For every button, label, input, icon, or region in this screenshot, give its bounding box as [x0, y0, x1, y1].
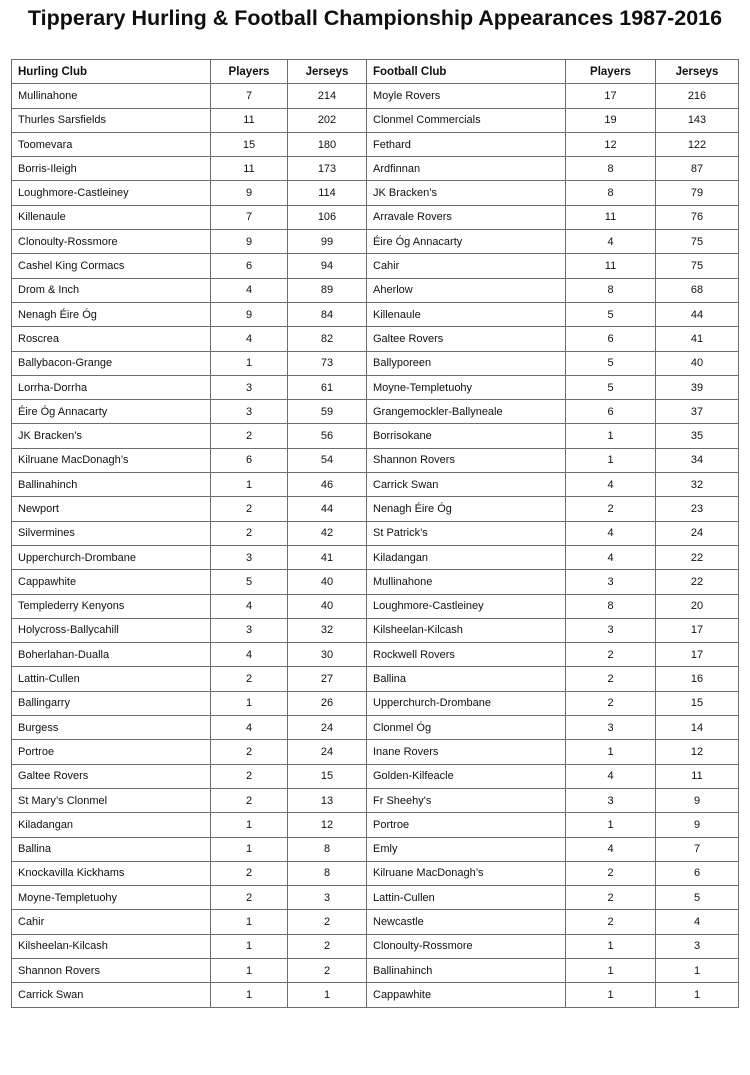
football-club-cell: Moyle Rovers — [367, 84, 566, 108]
football-jerseys-cell: 7 — [656, 837, 739, 861]
hurling-players-cell: 1 — [211, 691, 288, 715]
hurling-players-cell: 2 — [211, 521, 288, 545]
hurling-jerseys-cell: 173 — [288, 157, 367, 181]
hurling-players-cell: 2 — [211, 667, 288, 691]
table-row — [12, 594, 739, 618]
table-row — [12, 351, 739, 375]
football-club-cell: Kiladangan — [367, 545, 566, 569]
football-players-cell: 4 — [566, 230, 656, 254]
football-club-cell: Kilruane MacDonagh’s — [367, 861, 566, 885]
football-club-cell: Clonoulty-Rossmore — [367, 934, 566, 958]
football-jerseys-cell: 3 — [656, 934, 739, 958]
hurling-jerseys-cell: 54 — [288, 448, 367, 472]
table-row — [12, 302, 739, 326]
table-row — [12, 230, 739, 254]
table-row — [12, 958, 739, 982]
football-players-cell: 11 — [566, 205, 656, 229]
football-jerseys-cell: 23 — [656, 497, 739, 521]
football-players-cell: 3 — [566, 716, 656, 740]
football-club-cell: Shannon Rovers — [367, 448, 566, 472]
hurling-jerseys-cell: 106 — [288, 205, 367, 229]
hurling-club-cell: Nenagh Éire Óg — [12, 302, 211, 326]
table-row — [12, 716, 739, 740]
football-club-cell: Grangemockler-Ballyneale — [367, 400, 566, 424]
football-jerseys-cell: 122 — [656, 132, 739, 156]
football-jerseys-cell: 11 — [656, 764, 739, 788]
hurling-jerseys-cell: 2 — [288, 934, 367, 958]
football-players-cell: 2 — [566, 643, 656, 667]
football-players-cell: 4 — [566, 521, 656, 545]
football-players-cell: 1 — [566, 958, 656, 982]
hurling-jerseys-cell: 8 — [288, 837, 367, 861]
football-jerseys-cell: 6 — [656, 861, 739, 885]
hurling-players-cell: 7 — [211, 84, 288, 108]
football-jerseys-cell: 5 — [656, 886, 739, 910]
hurling-players-cell: 2 — [211, 886, 288, 910]
hurling-jerseys-cell: 12 — [288, 813, 367, 837]
football-club-cell: St Patrick’s — [367, 521, 566, 545]
hurling-club-cell: Ballina — [12, 837, 211, 861]
hurling-players-cell: 2 — [211, 788, 288, 812]
football-players-cell: 1 — [566, 424, 656, 448]
football-club-cell: Borrisokane — [367, 424, 566, 448]
hurling-players-cell: 2 — [211, 424, 288, 448]
hurling-club-cell: Mullinahone — [12, 84, 211, 108]
football-players-cell: 3 — [566, 570, 656, 594]
hurling-jerseys-cell: 73 — [288, 351, 367, 375]
hurling-players-cell: 4 — [211, 643, 288, 667]
hurling-club-cell: Killenaule — [12, 205, 211, 229]
table-row — [12, 618, 739, 642]
football-club-cell: Kilsheelan-Kilcash — [367, 618, 566, 642]
football-jerseys-cell: 1 — [656, 983, 739, 1007]
hurling-club-cell: Silvermines — [12, 521, 211, 545]
hurling-jerseys-cell: 214 — [288, 84, 367, 108]
page-title: Tipperary Hurling & Football Championship Appearances 1987-2016 — [27, 6, 723, 30]
hurling-players-cell: 6 — [211, 254, 288, 278]
football-club-cell: Clonmel Commercials — [367, 108, 566, 132]
table-row — [12, 327, 739, 351]
hurling-players-cell: 6 — [211, 448, 288, 472]
football-players-cell: 2 — [566, 497, 656, 521]
football-club-cell: Inane Rovers — [367, 740, 566, 764]
hurling-club-cell: Ballingarry — [12, 691, 211, 715]
football-club-cell: Ardfinnan — [367, 157, 566, 181]
hurling-players-cell: 1 — [211, 813, 288, 837]
football-club-cell: Killenaule — [367, 302, 566, 326]
hurling-players-cell: 3 — [211, 400, 288, 424]
football-club-cell: Rockwell Rovers — [367, 643, 566, 667]
hurling-players-cell: 4 — [211, 594, 288, 618]
football-jerseys-cell: 39 — [656, 375, 739, 399]
hurling-club-cell: Carrick Swan — [12, 983, 211, 1007]
football-players-cell: 3 — [566, 618, 656, 642]
hurling-players-cell: 2 — [211, 764, 288, 788]
hurling-club-cell: Borris-Ileigh — [12, 157, 211, 181]
table-row — [12, 740, 739, 764]
football-players-cell: 1 — [566, 448, 656, 472]
football-jerseys-cell: 76 — [656, 205, 739, 229]
football-jerseys-cell: 41 — [656, 327, 739, 351]
football-players-cell: 19 — [566, 108, 656, 132]
football-players-cell: 2 — [566, 667, 656, 691]
hurling-players-cell: 1 — [211, 837, 288, 861]
football-players-cell: 1 — [566, 813, 656, 837]
hurling-club-cell: Roscrea — [12, 327, 211, 351]
hurling-players-cell: 2 — [211, 497, 288, 521]
hurling-jerseys-cell: 99 — [288, 230, 367, 254]
hurling-club-cell: Ballinahinch — [12, 473, 211, 497]
football-club-cell: Fr Sheehy's — [367, 788, 566, 812]
hurling-players-cell: 4 — [211, 716, 288, 740]
table-row — [12, 473, 739, 497]
football-jerseys-cell: 68 — [656, 278, 739, 302]
hurling-jerseys-cell: 40 — [288, 594, 367, 618]
header-football-jerseys: Jerseys — [656, 60, 739, 84]
table-row — [12, 400, 739, 424]
hurling-club-cell: St Mary’s Clonmel — [12, 788, 211, 812]
hurling-club-cell: Portroe — [12, 740, 211, 764]
football-club-cell: Newcastle — [367, 910, 566, 934]
hurling-players-cell: 3 — [211, 545, 288, 569]
hurling-jerseys-cell: 84 — [288, 302, 367, 326]
table-row — [12, 205, 739, 229]
football-jerseys-cell: 14 — [656, 716, 739, 740]
football-club-cell: Upperchurch-Drombane — [367, 691, 566, 715]
table-row — [12, 375, 739, 399]
football-jerseys-cell: 24 — [656, 521, 739, 545]
hurling-jerseys-cell: 24 — [288, 716, 367, 740]
football-players-cell: 4 — [566, 764, 656, 788]
hurling-club-cell: Loughmore-Castleiney — [12, 181, 211, 205]
hurling-club-cell: Ballybacon-Grange — [12, 351, 211, 375]
football-jerseys-cell: 12 — [656, 740, 739, 764]
table-row — [12, 764, 739, 788]
table-row — [12, 788, 739, 812]
football-jerseys-cell: 87 — [656, 157, 739, 181]
football-jerseys-cell: 9 — [656, 813, 739, 837]
football-players-cell: 4 — [566, 473, 656, 497]
football-players-cell: 1 — [566, 934, 656, 958]
hurling-jerseys-cell: 8 — [288, 861, 367, 885]
hurling-club-cell: Lorrha-Dorrha — [12, 375, 211, 399]
football-club-cell: Ballyporeen — [367, 351, 566, 375]
football-club-cell: Golden-Kilfeacle — [367, 764, 566, 788]
football-jerseys-cell: 75 — [656, 230, 739, 254]
table-row — [12, 545, 739, 569]
football-club-cell: Cahir — [367, 254, 566, 278]
football-players-cell: 3 — [566, 788, 656, 812]
hurling-players-cell: 1 — [211, 910, 288, 934]
table-row — [12, 108, 739, 132]
hurling-jerseys-cell: 56 — [288, 424, 367, 448]
football-players-cell: 6 — [566, 400, 656, 424]
football-players-cell: 11 — [566, 254, 656, 278]
hurling-players-cell: 4 — [211, 327, 288, 351]
hurling-jerseys-cell: 82 — [288, 327, 367, 351]
football-players-cell: 4 — [566, 837, 656, 861]
football-club-cell: Emly — [367, 837, 566, 861]
hurling-players-cell: 9 — [211, 181, 288, 205]
football-jerseys-cell: 22 — [656, 570, 739, 594]
hurling-jerseys-cell: 202 — [288, 108, 367, 132]
football-club-cell: Ballinahinch — [367, 958, 566, 982]
hurling-jerseys-cell: 24 — [288, 740, 367, 764]
football-club-cell: Éire Óg Annacarty — [367, 230, 566, 254]
football-club-cell: Mullinahone — [367, 570, 566, 594]
hurling-jerseys-cell: 46 — [288, 473, 367, 497]
hurling-club-cell: JK Bracken’s — [12, 424, 211, 448]
hurling-players-cell: 11 — [211, 157, 288, 181]
football-players-cell: 8 — [566, 278, 656, 302]
hurling-club-cell: Shannon Rovers — [12, 958, 211, 982]
hurling-jerseys-cell: 41 — [288, 545, 367, 569]
header-football-players: Players — [566, 60, 656, 84]
hurling-players-cell: 2 — [211, 861, 288, 885]
hurling-players-cell: 3 — [211, 618, 288, 642]
hurling-club-cell: Templederry Kenyons — [12, 594, 211, 618]
football-jerseys-cell: 40 — [656, 351, 739, 375]
hurling-jerseys-cell: 32 — [288, 618, 367, 642]
hurling-club-cell: Galtee Rovers — [12, 764, 211, 788]
hurling-players-cell: 4 — [211, 278, 288, 302]
table-row — [12, 983, 739, 1007]
hurling-players-cell: 9 — [211, 230, 288, 254]
football-players-cell: 4 — [566, 545, 656, 569]
hurling-club-cell: Toomevara — [12, 132, 211, 156]
table-row — [12, 424, 739, 448]
hurling-jerseys-cell: 42 — [288, 521, 367, 545]
football-jerseys-cell: 75 — [656, 254, 739, 278]
table-row — [12, 910, 739, 934]
football-jerseys-cell: 17 — [656, 618, 739, 642]
hurling-jerseys-cell: 3 — [288, 886, 367, 910]
football-club-cell: Lattin-Cullen — [367, 886, 566, 910]
hurling-players-cell: 1 — [211, 983, 288, 1007]
table-row — [12, 521, 739, 545]
hurling-players-cell: 11 — [211, 108, 288, 132]
hurling-jerseys-cell: 2 — [288, 910, 367, 934]
football-players-cell: 1 — [566, 983, 656, 1007]
header-football-club: Football Club — [367, 60, 566, 84]
football-club-cell: Aherlow — [367, 278, 566, 302]
table-row — [12, 254, 739, 278]
football-players-cell: 5 — [566, 375, 656, 399]
header-hurling-jerseys: Jerseys — [288, 60, 367, 84]
football-jerseys-cell: 35 — [656, 424, 739, 448]
football-club-cell: Galtee Rovers — [367, 327, 566, 351]
hurling-jerseys-cell: 30 — [288, 643, 367, 667]
hurling-players-cell: 1 — [211, 351, 288, 375]
table-row — [12, 861, 739, 885]
hurling-club-cell: Knockavilla Kickhams — [12, 861, 211, 885]
hurling-club-cell: Clonoulty-Rossmore — [12, 230, 211, 254]
hurling-players-cell: 1 — [211, 934, 288, 958]
hurling-jerseys-cell: 27 — [288, 667, 367, 691]
football-jerseys-cell: 1 — [656, 958, 739, 982]
football-players-cell: 1 — [566, 740, 656, 764]
table-row — [12, 667, 739, 691]
table-row — [12, 813, 739, 837]
hurling-club-cell: Kiladangan — [12, 813, 211, 837]
football-club-cell: Ballina — [367, 667, 566, 691]
football-players-cell: 8 — [566, 157, 656, 181]
hurling-club-cell: Newport — [12, 497, 211, 521]
hurling-club-cell: Upperchurch-Drombane — [12, 545, 211, 569]
hurling-jerseys-cell: 180 — [288, 132, 367, 156]
hurling-club-cell: Cappawhite — [12, 570, 211, 594]
hurling-players-cell: 1 — [211, 473, 288, 497]
header-hurling-club: Hurling Club — [12, 60, 211, 84]
football-club-cell: Carrick Swan — [367, 473, 566, 497]
hurling-jerseys-cell: 26 — [288, 691, 367, 715]
hurling-club-cell: Boherlahan-Dualla — [12, 643, 211, 667]
hurling-jerseys-cell: 40 — [288, 570, 367, 594]
hurling-jerseys-cell: 44 — [288, 497, 367, 521]
hurling-players-cell: 15 — [211, 132, 288, 156]
hurling-players-cell: 1 — [211, 958, 288, 982]
table-row — [12, 84, 739, 108]
hurling-players-cell: 3 — [211, 375, 288, 399]
football-players-cell: 17 — [566, 84, 656, 108]
hurling-club-cell: Kilruane MacDonagh’s — [12, 448, 211, 472]
table-row — [12, 570, 739, 594]
hurling-club-cell: Cahir — [12, 910, 211, 934]
football-players-cell: 2 — [566, 886, 656, 910]
table-row — [12, 497, 739, 521]
table-row — [12, 691, 739, 715]
football-players-cell: 2 — [566, 910, 656, 934]
hurling-players-cell: 7 — [211, 205, 288, 229]
football-club-cell: Clonmel Óg — [367, 716, 566, 740]
football-jerseys-cell: 22 — [656, 545, 739, 569]
hurling-players-cell: 5 — [211, 570, 288, 594]
hurling-club-cell: Cashel King Cormacs — [12, 254, 211, 278]
table-row — [12, 934, 739, 958]
football-jerseys-cell: 16 — [656, 667, 739, 691]
football-players-cell: 8 — [566, 181, 656, 205]
football-players-cell: 6 — [566, 327, 656, 351]
hurling-club-cell: Drom & Inch — [12, 278, 211, 302]
header-hurling-players: Players — [211, 60, 288, 84]
hurling-club-cell: Éire Óg Annacarty — [12, 400, 211, 424]
hurling-jerseys-cell: 15 — [288, 764, 367, 788]
appearances-table — [11, 59, 739, 1008]
football-jerseys-cell: 143 — [656, 108, 739, 132]
football-players-cell: 5 — [566, 351, 656, 375]
table-body — [12, 84, 739, 1007]
football-players-cell: 8 — [566, 594, 656, 618]
football-players-cell: 12 — [566, 132, 656, 156]
football-jerseys-cell: 216 — [656, 84, 739, 108]
football-jerseys-cell: 44 — [656, 302, 739, 326]
football-players-cell: 2 — [566, 861, 656, 885]
hurling-jerseys-cell: 2 — [288, 958, 367, 982]
hurling-club-cell: Holycross-Ballycahill — [12, 618, 211, 642]
table-row — [12, 448, 739, 472]
table-row — [12, 132, 739, 156]
hurling-jerseys-cell: 114 — [288, 181, 367, 205]
hurling-jerseys-cell: 94 — [288, 254, 367, 278]
hurling-jerseys-cell: 61 — [288, 375, 367, 399]
hurling-club-cell: Kilsheelan-Kilcash — [12, 934, 211, 958]
football-club-cell: Cappawhite — [367, 983, 566, 1007]
football-jerseys-cell: 37 — [656, 400, 739, 424]
football-jerseys-cell: 15 — [656, 691, 739, 715]
hurling-club-cell: Burgess — [12, 716, 211, 740]
football-jerseys-cell: 9 — [656, 788, 739, 812]
table-row — [12, 837, 739, 861]
football-jerseys-cell: 34 — [656, 448, 739, 472]
football-club-cell: JK Bracken’s — [367, 181, 566, 205]
hurling-jerseys-cell: 13 — [288, 788, 367, 812]
hurling-players-cell: 2 — [211, 740, 288, 764]
football-jerseys-cell: 20 — [656, 594, 739, 618]
football-players-cell: 2 — [566, 691, 656, 715]
table-row — [12, 886, 739, 910]
table-row — [12, 278, 739, 302]
hurling-jerseys-cell: 89 — [288, 278, 367, 302]
football-jerseys-cell: 79 — [656, 181, 739, 205]
football-jerseys-cell: 17 — [656, 643, 739, 667]
football-club-cell: Fethard — [367, 132, 566, 156]
hurling-club-cell: Moyne-Templetuohy — [12, 886, 211, 910]
hurling-jerseys-cell: 59 — [288, 400, 367, 424]
table-row — [12, 157, 739, 181]
football-club-cell: Nenagh Éire Óg — [367, 497, 566, 521]
football-jerseys-cell: 4 — [656, 910, 739, 934]
hurling-club-cell: Thurles Sarsfields — [12, 108, 211, 132]
header-row — [12, 60, 739, 84]
football-players-cell: 5 — [566, 302, 656, 326]
table-row — [12, 181, 739, 205]
football-club-cell: Loughmore-Castleiney — [367, 594, 566, 618]
hurling-club-cell: Lattin-Cullen — [12, 667, 211, 691]
hurling-jerseys-cell: 1 — [288, 983, 367, 1007]
table-row — [12, 643, 739, 667]
football-club-cell: Arravale Rovers — [367, 205, 566, 229]
football-club-cell: Portroe — [367, 813, 566, 837]
football-jerseys-cell: 32 — [656, 473, 739, 497]
football-club-cell: Moyne-Templetuohy — [367, 375, 566, 399]
hurling-players-cell: 9 — [211, 302, 288, 326]
